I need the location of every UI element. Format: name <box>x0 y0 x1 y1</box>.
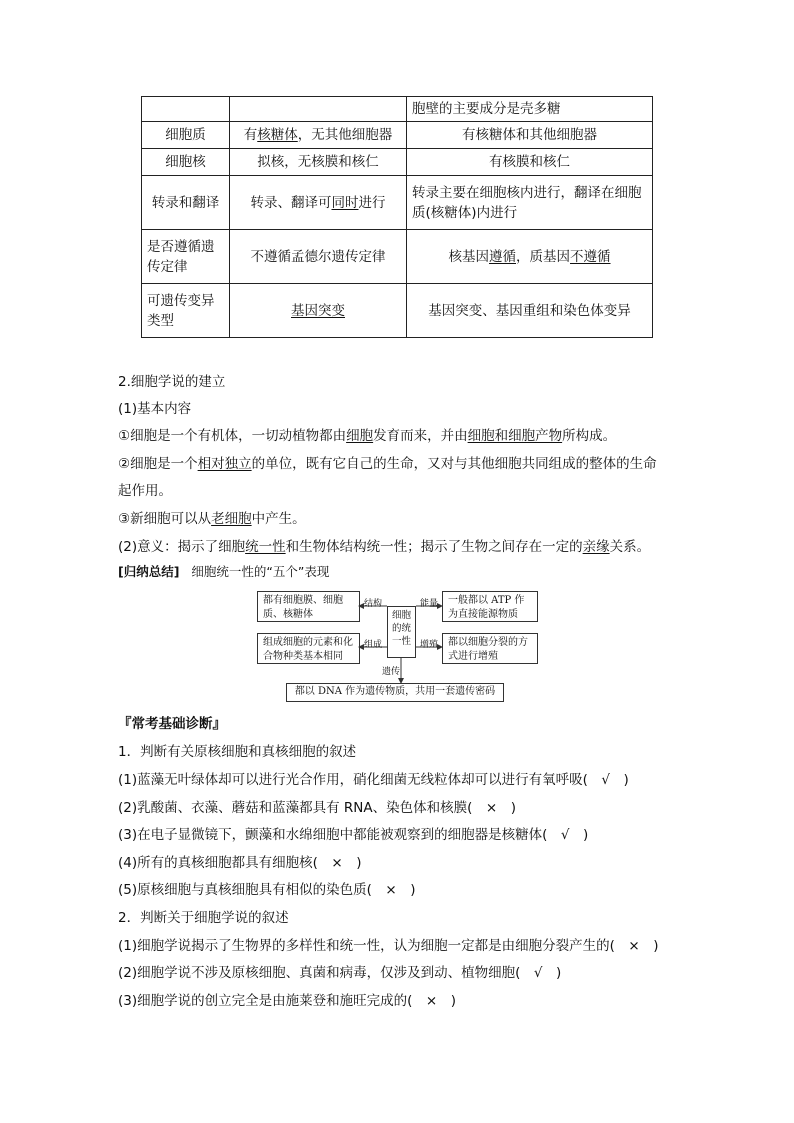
judgment-item: (2)乳酸菌、衣藻、蘑菇和蓝藻都具有 RNA、染色体和核膜( × ) <box>118 800 516 816</box>
cell-text: 核基因 <box>448 248 490 265</box>
question-title: 2．判断关于细胞学说的叙述 <box>118 910 289 926</box>
table-cell: 有核糖体和其他细胞器 <box>407 122 653 149</box>
table-cell: 转录和翻译 <box>142 176 230 230</box>
cell-text: 转录、翻译可 <box>250 194 332 211</box>
underlined-text: 亲缘 <box>582 539 610 555</box>
cell-text: 有 <box>243 127 258 143</box>
judgment-item: (4)所有的真核细胞都具有细胞核( × ) <box>118 855 362 871</box>
table-cell: 有核膜和核仁 <box>407 149 653 176</box>
diagram-box: 都有细胞膜、细胞质、核糖体 <box>257 591 360 622</box>
underlined-text: 老细胞 <box>211 511 252 527</box>
judgment-item: (3)细胞学说的创立完全是由施莱登和施旺完成的( × ) <box>118 993 456 1009</box>
text: 所构成。 <box>562 428 617 444</box>
text: ①细胞是一个有机体，一切动植物都由 <box>118 428 347 444</box>
text: (2)意义：揭示了细胞 <box>118 539 246 555</box>
diagram-label: 能量 <box>420 599 439 609</box>
summary-tag: [归纳总结] <box>118 564 180 579</box>
underlined-text: 遵循 <box>489 248 517 265</box>
text: 关系。 <box>609 539 651 555</box>
table-cell: 胞壁的主要成分是壳多糖 <box>407 97 653 122</box>
table-cell: 可遗传变异类型 <box>142 284 230 338</box>
underlined-text: 基因突变 <box>291 302 345 319</box>
table-cell: 基因突变、基因重组和染色体变异 <box>407 284 653 338</box>
text: 中产生。 <box>251 511 306 527</box>
text: 发育而来，并由 <box>373 428 468 444</box>
table-cell: 细胞核 <box>142 149 230 176</box>
diagram-label: 增殖 <box>420 640 439 650</box>
table-cell: 是否遵循遗传定律 <box>142 230 230 284</box>
judgment-item: (5)原核细胞与真核细胞具有相似的染色质( × ) <box>118 882 416 898</box>
paragraph-line: 起作用。 <box>118 483 172 499</box>
underlined-text: 细胞和细胞产物 <box>467 428 563 444</box>
table-cell: 拟核，无核膜和核仁 <box>229 149 406 176</box>
subsection-title: (1)基本内容 <box>118 401 192 417</box>
underlined-text: 同时 <box>331 194 359 211</box>
section-title: 2.细胞学说的建立 <box>118 374 226 390</box>
table-cell: 转录主要在细胞核内进行，翻译在细胞质(核糖体)内进行 <box>407 176 653 230</box>
diagnosis-header: 『常考基础诊断』 <box>118 716 226 732</box>
text: 和生物体结构统一性；揭示了生物之间存在一定的 <box>285 539 583 555</box>
diagram-box: 组成细胞的元素和化合物种类基本相同 <box>257 633 360 664</box>
judgment-item: (2)细胞学说不涉及原核细胞、真菌和病毒，仅涉及到动、植物细胞( √ ) <box>118 965 562 981</box>
diagram-label: 结构 <box>364 599 383 609</box>
diagram-box: 都以细胞分裂的方式进行增殖 <box>442 633 538 664</box>
diagram-box: 一般都以 ATP 作为直接能源物质 <box>442 591 538 622</box>
cell-text: ，无其他细胞器 <box>297 127 393 143</box>
diagram-label: 遗传 <box>382 667 401 677</box>
summary-title: 细胞统一性的“五个”表现 <box>191 564 330 579</box>
judgment-item: (1)细胞学说揭示了生物界的多样性和统一性，认为细胞一定都是由细胞分裂产生的( × ) <box>118 938 659 954</box>
diagram-center-box: 细胞的统一性 <box>387 606 416 658</box>
question-title: 1．判断有关原核细胞和真核细胞的叙述 <box>118 744 357 760</box>
underlined-text: 不遵循 <box>570 248 611 265</box>
underlined-text: 相对独立 <box>197 456 252 472</box>
diagram-label: 组成 <box>364 640 383 650</box>
text: ③新细胞可以从 <box>118 511 212 527</box>
underlined-text: 细胞 <box>346 428 374 444</box>
underlined-text: 核糖体 <box>257 127 298 143</box>
text: 的单位，既有它自己的生命，又对与其他细胞共同组成的整体的生命 <box>251 456 657 472</box>
diagram-box: 都以 DNA 作为遗传物质，共用一套遗传密码 <box>286 683 504 702</box>
text: ②细胞是一个 <box>118 456 198 472</box>
table-cell: 细胞质 <box>142 122 230 149</box>
cell-text: ，质基因 <box>516 248 571 265</box>
judgment-item: (1)蓝藻无叶绿体却可以进行光合作用，硝化细菌无线粒体却可以进行有氧呼吸( √ ) <box>118 772 629 788</box>
cell-text: 进行 <box>358 194 386 211</box>
underlined-text: 统一性 <box>245 539 286 555</box>
judgment-item: (3)在电子显微镜下，颤藻和水绵细胞中都能被观察到的细胞器是核糖体( √ ) <box>118 827 589 843</box>
table-cell: 不遵循孟德尔遗传定律 <box>229 230 406 284</box>
